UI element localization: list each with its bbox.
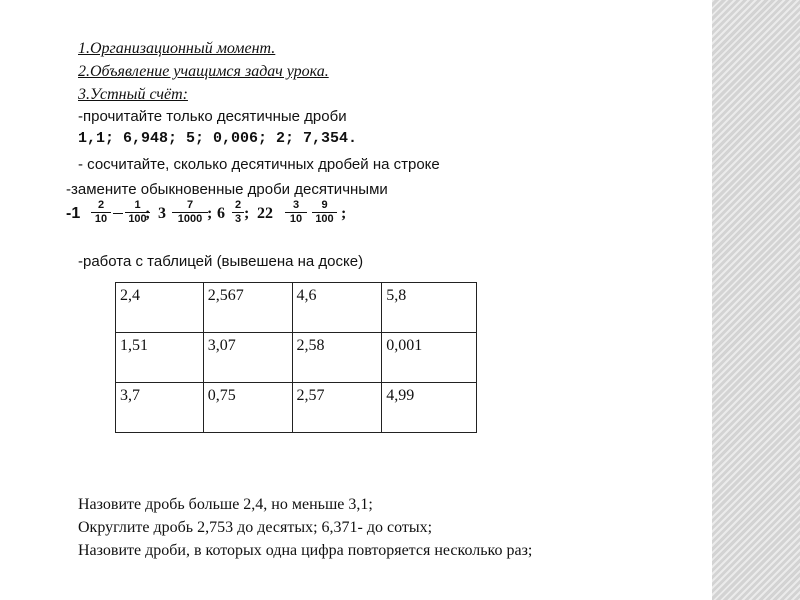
whole-part: 6 [217,205,225,222]
separator: ; [244,205,250,222]
separator: ; [207,205,213,222]
fraction [312,199,337,226]
fraction [232,199,244,226]
table-cell: 4,6 [292,283,382,333]
numerator: 3 [285,199,307,213]
decimals-table [115,282,477,433]
table-row [116,283,477,333]
decorative-side-panel [712,0,800,600]
denominator: 1000 [177,213,203,225]
fraction [172,199,208,226]
plan-item-2: 2.Объявление учащимся задач урока. [78,63,329,80]
answer-blank [113,213,123,214]
table-cell: 2,567 [203,283,292,333]
numerator: 9 [312,199,337,213]
denominator: 100 [315,213,334,225]
numerator: 7 [172,199,208,213]
table-cell: 0,001 [382,333,477,383]
table-row [116,383,477,433]
question-2: Округлите дробь 2,753 до десятых; 6,371- до сотых; [78,519,433,536]
whole-part: 22 [257,205,273,222]
whole-part: 3 [158,205,166,222]
table-cell: 3,7 [116,383,204,433]
denominator: 10 [289,213,303,225]
numerator: 2 [232,199,244,213]
denominator: 3 [234,213,242,225]
fraction [91,199,111,226]
table-row [116,333,477,383]
table-cell: 2,4 [116,283,204,333]
table-cell: 2,57 [292,383,382,433]
question-1: Назовите дробь больше 2,4, но меньше 3,1; [78,496,373,513]
plan-item-3: 3.Устный счёт: [78,86,188,103]
task-read-decimals: -прочитайте только десятичные дроби [78,108,347,125]
numerator: 1 [125,199,150,213]
number-sequence: 1,1; 6,948; 5; 0,006; 2; 7,354. [78,130,358,147]
fraction [285,199,307,226]
numerator: 2 [91,199,111,213]
plan-item-1: 1.Организационный момент. [78,40,276,57]
table-cell: 3,07 [203,333,292,383]
task-table-work: -работа с таблицей (вывешена на доске) [78,253,364,270]
table-cell: 4,99 [382,383,477,433]
question-3: Назовите дроби, в которых одна цифра повторяется несколько раз; [78,542,533,559]
denominator: 100 [128,213,147,225]
separator: ; [341,205,347,222]
denominator: 10 [94,213,108,225]
separator: ; [145,205,151,222]
task-count-decimals: - сосчитайте, сколько десятичных дробей на строке [78,156,440,173]
table-cell: 0,75 [203,383,292,433]
table-cell: 5,8 [382,283,477,333]
task-convert-fractions: -замените обыкновенные дроби десятичными [66,181,388,198]
table-cell: 2,58 [292,333,382,383]
expr-lead: -1 [66,205,81,222]
table-cell: 1,51 [116,333,204,383]
